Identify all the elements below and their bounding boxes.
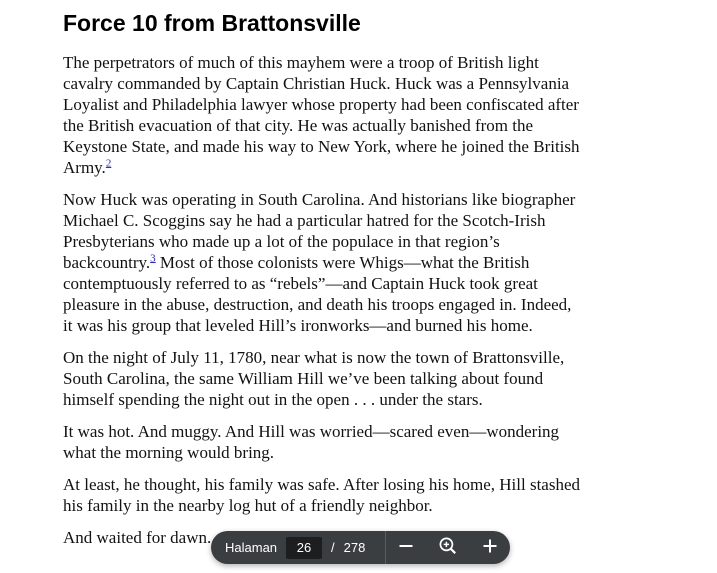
text-line: South Carolina, the same William Hill we’ve been talking about found xyxy=(63,369,544,388)
paragraph xyxy=(63,421,665,463)
page-label: Halaman xyxy=(225,540,278,555)
text-line: Loyalist and Philadelphia lawyer whose property had been confiscated after xyxy=(63,95,579,114)
paragraph xyxy=(63,347,665,410)
paragraph xyxy=(63,52,665,178)
book-page xyxy=(63,9,665,559)
text-line: backcountry.$^3$ Most of those colonists were Whigs—what the British xyxy=(63,252,530,272)
footnote-link[interactable]: 2 xyxy=(105,157,112,170)
magnifier-plus-icon xyxy=(438,536,458,559)
paragraph xyxy=(63,474,665,516)
text-line: the British evacuation of that city. He was actually banished from the xyxy=(63,116,534,135)
page-number-input[interactable] xyxy=(286,537,322,559)
text-line: himself spending the night out in the open . . . under the stars. xyxy=(63,390,483,409)
plus-icon xyxy=(482,538,498,557)
text-line: On the night of July 11, 1780, near what is now the town of Brattonsville, xyxy=(63,348,565,367)
paragraph xyxy=(63,189,665,336)
zoom-out-button[interactable] xyxy=(398,538,414,557)
total-pages: 278 xyxy=(343,540,366,555)
page-navigation xyxy=(211,531,385,564)
text-line: pleasure in the abuse, destruction, and death his troops engaged in. Indeed, xyxy=(63,295,572,314)
viewer-toolbar xyxy=(211,531,510,564)
text-line: cavalry commanded by Captain Christian Huck. Huck was a Pennsylvania xyxy=(63,74,570,93)
minus-icon xyxy=(398,538,414,557)
zoom-mode-button[interactable] xyxy=(438,536,458,559)
footnote-marker xyxy=(106,157,112,169)
text-line: contemptuously referred to as “rebels”—and Captain Huck took great xyxy=(63,274,538,293)
text-line: what the morning would bring. xyxy=(63,443,275,462)
footnote-link[interactable]: 3 xyxy=(150,252,156,265)
text-line: At least, he thought, his family was safe. After losing his home, Hill stashed xyxy=(63,475,581,494)
text-line: it was his group that leveled Hill’s ironworks—and burned his home. xyxy=(63,316,533,335)
text-line: Army.$^2$ xyxy=(63,157,112,177)
text-line: And waited for dawn. xyxy=(63,528,212,547)
page-separator: / xyxy=(331,540,335,555)
text-line: It was hot. And muggy. And Hill was worried—scared even—wondering xyxy=(63,422,560,441)
text-content xyxy=(63,52,665,548)
text-line: The perpetrators of much of this mayhem were a troop of British light xyxy=(63,53,539,72)
text-line: Now Huck was operating in South Carolina. And historians like biographer xyxy=(63,190,576,209)
text-line: Michael C. Scoggins say he had a particular hatred for the Scotch-Irish xyxy=(63,211,546,230)
zoom-in-button[interactable] xyxy=(482,538,498,557)
text-line: Keystone State, and made his way to New York, where he joined the British xyxy=(63,137,580,156)
page-title: Force 10 from Brattonsville xyxy=(63,10,361,36)
zoom-controls xyxy=(386,531,510,564)
text-line: Presbyterians who made up a lot of the populace in that region’s xyxy=(63,232,500,251)
text-line: his family in the nearby log hut of a friendly neighbor. xyxy=(63,496,433,515)
footnote-marker xyxy=(150,252,156,264)
